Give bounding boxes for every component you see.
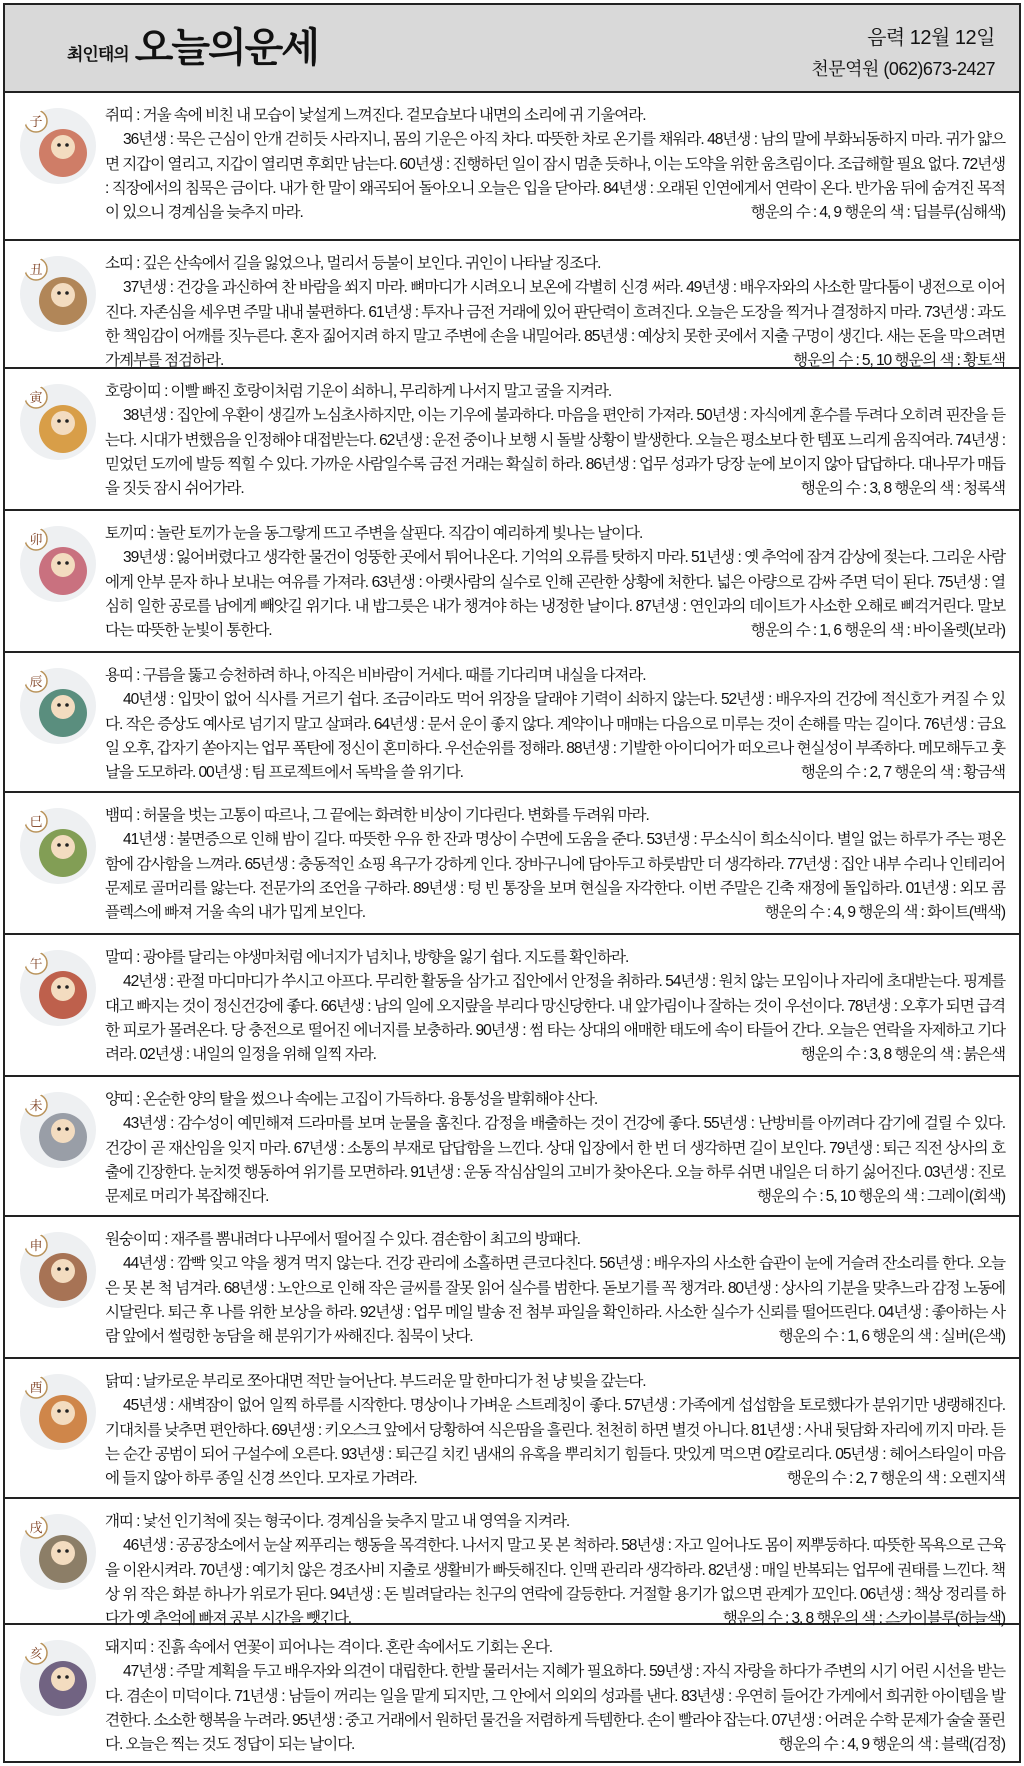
sign-headline: 돼지띠 : 진흙 속에서 연꽃이 피어나는 격이다. 혼란 속에서도 기회는 온다. — [105, 1639, 552, 1656]
zodiac-entry — [5, 93, 1019, 241]
fortune-text — [105, 276, 1005, 373]
svg-text:寅: 寅 — [29, 391, 43, 406]
lucky-info: 행운의 수 : 2, 7 행운의 색 : 황금색 — [800, 764, 1005, 782]
zodiac-animal-icon — [19, 1231, 97, 1309]
author-name: 최인태의 — [67, 45, 129, 65]
fortune-text — [105, 128, 1005, 225]
zodiac-entry — [5, 369, 1019, 511]
fortune-text — [105, 1252, 1005, 1349]
zodiac-entry — [5, 511, 1019, 653]
birth-year-fortunes: 40년생 : 입맛이 없어 식사를 거르기 쉽다. 조금이라도 먹어 위장을 달래야 기력이 쇠하지 않는다. 52년생 : 배우자의 건강에 적신호가 켜질 수 있다. 작은 증상도 예사로 넘기지 말고 살펴라. 64년생 : 문서 운이 좋지 않다. 계약이나 매매는 다음으로 미루는 것이 손해를 막는 길이다. 76년생 : 금요일 오후, 갑자기 쏟아지는 업무 폭탄에 정신이 혼미하다. 우선순위를 정해라. 88년생 : 기발한 아이디어가 떠오르나 현실성이 부족하다. 메모해두고 훗날을 도모하라. 00년생 : 팀 프로젝트에서 독박을 쓸 위기다. — [105, 691, 1005, 782]
lucky-info: 행운의 수 : 1, 6 행운의 색 : 실버(은색) — [778, 1328, 1005, 1346]
fortune-body — [105, 1228, 1005, 1349]
fortune-body — [105, 664, 1005, 785]
sign-headline: 말띠 : 광야를 달리는 야생마처럼 에너지가 넘치나, 방향을 잃기 쉽다. 지도를 확인하라. — [105, 949, 629, 966]
lucky-info: 행운의 수 : 4, 9 행운의 색 : 블랙(검정) — [778, 1736, 1005, 1754]
sign-headline: 양띠 : 온순한 양의 탈을 썼으나 속에는 고집이 가득하다. 융통성을 발휘해야 산다. — [105, 1091, 598, 1108]
header-bar — [5, 5, 1019, 93]
sign-headline: 닭띠 : 날카로운 부리로 쪼아대면 적만 늘어난다. 부드러운 말 한마디가 천 냥 빚을 갚는다. — [105, 1373, 646, 1390]
fortune-body — [105, 380, 1005, 501]
svg-text:申: 申 — [29, 1239, 43, 1254]
fortune-body — [105, 804, 1005, 925]
sign-headline: 토끼띠 : 놀란 토끼가 눈을 동그랗게 뜨고 주변을 살핀다. 직감이 예리하게 빛나는 날이다. — [105, 525, 643, 542]
zodiac-animal-icon — [19, 383, 97, 461]
zodiac-animal-icon — [19, 1639, 97, 1717]
fortune-body — [105, 522, 1005, 643]
svg-text:亥: 亥 — [29, 1647, 43, 1662]
sign-headline: 호랑이띠 : 이빨 빠진 호랑이처럼 기운이 쇠하니, 무리하게 나서지 말고 굴을 지켜라. — [105, 383, 612, 400]
sign-headline: 소띠 : 깊은 산속에서 길을 잃었으나, 멀리서 등불이 보인다. 귀인이 나타날 징조다. — [105, 255, 601, 272]
fortune-body — [105, 252, 1005, 373]
birth-year-fortunes: 37년생 : 건강을 과신하여 찬 바람을 쐬지 마라. 뼈마디가 시려오니 보온에 각별히 신경 써라. 49년생 : 배우자와의 사소한 말다툼이 냉전으로 이어진다. 자존심을 세우면 주말 내내 불편하다. 61년생 : 투자나 금전 거래에 있어 판단력이 흐려진다. 오늘은 도장을 찍거나 결정하지 마라. 73년생 : 과도한 책임감이 어깨를 짓누른다. 혼자 짊어지려 하지 말고 주변에 손을 내밀어라. 85년생 : 예상치 못한 곳에서 지출 구멍이 생긴다. 새는 돈을 막으려면 가계부를 점검하라. — [105, 279, 1005, 370]
sign-headline: 뱀띠 : 허물을 벗는 고통이 따르나, 그 끝에는 화려한 비상이 기다린다. 변화를 두려워 마라. — [105, 807, 649, 824]
lucky-info: 행운의 수 : 4, 9 행운의 색 : 화이트(백색) — [764, 904, 1005, 922]
svg-text:子: 子 — [29, 115, 43, 130]
sign-headline: 용띠 : 구름을 뚫고 승천하려 하나, 아직은 비바람이 거세다. 때를 기다리며 내실을 다져라. — [105, 667, 646, 684]
birth-year-fortunes: 47년생 : 주말 계획을 두고 배우자와 의견이 대립한다. 한발 물러서는 지혜가 필요하다. 59년생 : 자식 자랑을 하다가 주변의 시기 어린 시선을 받는다. 겸손이 미덕이다. 71년생 : 남들이 꺼리는 일을 맡게 되지만, 그 안에서 의외의 성과를 낸다. 83년생 : 우연히 들어간 가게에서 희귀한 아이템을 발견한다. 소소한 행복을 누려라. 95년생 : 중고 거래에서 원하던 물건을 저렴하게 득템한다. 손이 빨라야 잡는다. 07년생 : 어려운 수학 문제가 술술 풀린다. 오늘은 찍는 것도 정답이 되는 날이다. — [105, 1663, 1005, 1754]
lucky-info: 행운의 수 : 3, 8 행운의 색 : 스카이블루(하늘색) — [722, 1610, 1005, 1628]
zodiac-entry — [5, 1077, 1019, 1217]
fortune-text — [105, 1112, 1005, 1209]
fortune-text — [105, 688, 1005, 785]
fortune-body — [105, 1088, 1005, 1209]
svg-text:丑: 丑 — [29, 263, 43, 278]
birth-year-fortunes: 45년생 : 새벽잠이 없어 일찍 하루를 시작한다. 명상이나 가벼운 스트레칭이 좋다. 57년생 : 가족에게 섭섭함을 토로했다가 분위기만 냉랭해진다. 기대치를 낮추면 편안하다. 69년생 : 키오스크 앞에서 당황하여 식은땀을 흘린다. 천천히 하면 별것 아니다. 81년생 : 사내 뒷담화 자리에 끼지 마라. 듣는 순간 공범이 되어 구설수에 오른다. 93년생 : 퇴근길 치킨 냄새의 유혹을 뿌리치기 힘들다. 맛있게 먹으면 0칼로리다. 05년생 : 헤어스타일이 마음에 들지 않아 하루 종일 신경 쓰인다. 모자로 가려라. — [105, 1397, 1005, 1488]
zodiac-animal-icon — [19, 667, 97, 745]
birth-year-fortunes: 44년생 : 깜빡 잊고 약을 챙겨 먹지 않는다. 건강 관리에 소홀하면 큰코다친다. 56년생 : 배우자의 사소한 습관이 눈에 거슬려 잔소리를 한다. 오늘은 못 본 척 넘겨라. 68년생 : 노안으로 인해 작은 글씨를 잘못 읽어 실수를 범한다. 돋보기를 꼭 챙겨라. 80년생 : 상사의 기분을 맞추느라 감정 노동에 시달린다. 퇴근 후 나를 위한 보상을 하라. 92년생 : 업무 메일 발송 전 첨부 파일을 확인하라. 사소한 실수가 신뢰를 떨어뜨린다. 04년생 : 좋아하는 사람 앞에서 썰렁한 농담을 해 분위기가 싸해진다. 침묵이 낫다. — [105, 1255, 1005, 1346]
fortune-text — [105, 828, 1005, 925]
svg-text:辰: 辰 — [29, 675, 43, 690]
lucky-info: 행운의 수 : 5, 10 행운의 색 : 그레이(회색) — [757, 1188, 1005, 1206]
svg-text:午: 午 — [29, 957, 43, 972]
birth-year-fortunes: 43년생 : 감수성이 예민해져 드라마를 보며 눈물을 훔친다. 감정을 배출하는 것이 건강에 좋다. 55년생 : 난방비를 아끼려다 감기에 걸릴 수 있다. 건강이 곧 재산임을 잊지 마라. 67년생 : 소통의 부재로 답답함을 느낀다. 상대 입장에서 한 번 더 생각하면 길이 보인다. 79년생 : 퇴근 직전 상사의 호출에 긴장한다. 눈치껏 행동하여 위기를 모면하라. 91년생 : 운동 작심삼일의 고비가 찾아온다. 오늘 하루 쉬면 내일은 더 하기 싫어진다. 03년생 : 진로 문제로 머리가 복잡해진다. — [105, 1115, 1005, 1206]
lucky-info: 행운의 수 : 3, 8 행운의 색 : 붉은색 — [800, 1046, 1005, 1064]
svg-text:酉: 酉 — [29, 1381, 43, 1396]
fortune-body — [105, 1510, 1005, 1631]
fortune-body — [105, 104, 1005, 225]
sign-headline: 개띠 : 낯선 인기척에 짖는 형국이다. 경계심을 늦추지 말고 내 영역을 지켜라. — [105, 1513, 570, 1530]
zodiac-animal-icon — [19, 255, 97, 333]
lucky-info: 행운의 수 : 2, 7 행운의 색 : 오렌지색 — [786, 1470, 1005, 1488]
lunar-date: 음력 12월 12일 — [867, 27, 995, 49]
zodiac-entry — [5, 1625, 1019, 1763]
zodiac-entry — [5, 241, 1019, 369]
zodiac-entry — [5, 935, 1019, 1077]
fortune-text — [105, 404, 1005, 501]
fortune-body — [105, 1370, 1005, 1491]
birth-year-fortunes: 36년생 : 묵은 근심이 안개 걷히듯 사라지니, 몸의 기운은 아직 차다. 따뜻한 차로 온기를 채워라. 48년생 : 남의 말에 부화뇌동하지 마라. 귀가 얇으면 지갑이 열리고, 지갑이 열리면 후회만 남는다. 60년생 : 진행하던 일이 잠시 멈춘 듯하나, 이는 도약을 위한 움츠림이다. 조급해할 필요 없다. 72년생 : 직장에서의 침묵은 금이다. 내가 한 말이 왜곡되어 돌아오니 오늘은 입을 닫아라. 84년생 : 오래된 인연에게서 연락이 온다. 반가움 뒤에 숨겨진 목적이 있으니 경계심을 늦추지 마라. — [105, 131, 1005, 222]
zodiac-entry — [5, 1499, 1019, 1628]
svg-text:卯: 卯 — [29, 533, 43, 548]
fortune-text — [105, 1534, 1005, 1631]
fortune-body — [105, 1636, 1005, 1757]
fortune-text — [105, 970, 1005, 1067]
zodiac-animal-icon — [19, 525, 97, 603]
zodiac-animal-icon — [19, 807, 97, 885]
fortune-text — [105, 1394, 1005, 1491]
zodiac-animal-icon — [19, 949, 97, 1027]
svg-text:巳: 巳 — [29, 815, 43, 830]
publisher-contact: 천문역원 (062)673-2427 — [811, 59, 995, 79]
zodiac-entry — [5, 793, 1019, 935]
zodiac-animal-icon — [19, 107, 97, 185]
lucky-info: 행운의 수 : 3, 8 행운의 색 : 청록색 — [800, 480, 1005, 498]
zodiac-entry — [5, 1359, 1019, 1499]
lucky-info: 행운의 수 : 4, 9 행운의 색 : 딥블루(심해색) — [750, 204, 1005, 222]
lucky-info: 행운의 수 : 5, 10 행운의 색 : 황토색 — [793, 352, 1005, 370]
fortune-text — [105, 1660, 1005, 1757]
fortune-text — [105, 546, 1005, 643]
birth-year-fortunes: 38년생 : 집안에 우환이 생길까 노심초사하지만, 이는 기우에 불과하다. 마음을 편안히 가져라. 50년생 : 자식에게 훈수를 두려다 오히려 핀잔을 듣는다. 시대가 변했음을 인정해야 대접받는다. 62년생 : 운전 중이나 보행 시 돌발 상황이 발생한다. 오늘은 평소보다 한 템포 느리게 움직여라. 74년생 : 믿었던 도끼에 발등 찍힐 수 있다. 가까운 사람일수록 금전 거래는 확실히 하라. 86년생 : 업무 성과가 당장 눈에 보이지 않아 답답하다. 대나무가 매듭을 짓듯 잠시 쉬어가라. — [105, 407, 1005, 498]
birth-year-fortunes: 39년생 : 잃어버렸다고 생각한 물건이 엉뚱한 곳에서 튀어나온다. 기억의 오류를 탓하지 마라. 51년생 : 옛 추억에 잠겨 감상에 젖는다. 그리운 사람에게 안부 문자 하나 보내는 여유를 가져라. 63년생 : 아랫사람의 실수로 인해 곤란한 상황에 처한다. 넓은 아량으로 감싸 주면 덕이 된다. 75년생 : 열심히 일한 공로를 남에게 빼앗길 위기다. 내 밥그릇은 내가 챙겨야 하는 냉정한 날이다. 87년생 : 연인과의 데이트가 사소한 오해로 삐걱거린다. 말보다는 따뜻한 눈빛이 통한다. — [105, 549, 1005, 640]
zodiac-entry — [5, 653, 1019, 793]
zodiac-animal-icon — [19, 1091, 97, 1169]
zodiac-entry — [5, 1217, 1019, 1359]
birth-year-fortunes: 46년생 : 공공장소에서 눈살 찌푸리는 행동을 목격한다. 나서지 말고 못 본 척하라. 58년생 : 자고 일어나도 몸이 찌뿌둥하다. 따뜻한 목욕으로 근육을 이완시켜라. 70년생 : 예기치 않은 경조사비 지출로 생활비가 빠듯해진다. 인맥 관리라 생각하라. 82년생 : 매일 반복되는 업무에 권태를 느낀다. 책상 위 작은 화분 하나가 위로가 된다. 94년생 : 돈 빌려달라는 친구의 연락에 갈등한다. 거절할 용기가 없으면 관계가 꼬인다. 06년생 : 책상 정리를 하다가 옛 추억에 빠져 공부 시간을 뺏긴다. — [105, 1537, 1005, 1628]
page-title: 오늘의운세 — [134, 25, 318, 71]
zodiac-animal-icon — [19, 1513, 97, 1591]
fortune-body — [105, 946, 1005, 1067]
brand-logo — [67, 23, 318, 73]
zodiac-animal-icon — [19, 1373, 97, 1451]
horoscope-page — [3, 3, 1021, 1763]
svg-text:未: 未 — [29, 1099, 43, 1114]
birth-year-fortunes: 42년생 : 관절 마디마디가 쑤시고 아프다. 무리한 활동을 삼가고 집안에서 안정을 취하라. 54년생 : 원치 않는 모임이나 자리에 초대받는다. 핑계를 대고 빠지는 것이 정신건강에 좋다. 66년생 : 남의 일에 오지랖을 부리다 망신당한다. 내 앞가림이나 잘하는 것이 우선이다. 78년생 : 오후가 되면 급격한 피로가 몰려온다. 당 충전으로 떨어진 에너지를 보충하라. 90년생 : 썸 타는 상대의 애매한 태도에 속이 타들어 간다. 오늘은 연락을 자제하고 기다려라. 02년생 : 내일의 일정을 위해 일찍 자라. — [105, 973, 1005, 1064]
lucky-info: 행운의 수 : 1, 6 행운의 색 : 바이올렛(보라) — [750, 622, 1005, 640]
sign-headline: 쥐띠 : 거울 속에 비친 내 모습이 낯설게 느껴진다. 겉모습보다 내면의 소리에 귀 기울여라. — [105, 107, 646, 124]
svg-text:戌: 戌 — [29, 1521, 43, 1536]
birth-year-fortunes: 41년생 : 불면증으로 인해 밤이 길다. 따뜻한 우유 한 잔과 명상이 수면에 도움을 준다. 53년생 : 무소식이 희소식이다. 별일 없는 하루가 주는 평온함에 감사함을 느껴라. 65년생 : 충동적인 쇼핑 욕구가 강하게 인다. 장바구니에 담아두고 하룻밤만 더 생각하라. 77년생 : 집안 내부 수리나 인테리어 문제로 골머리를 앓는다. 전문가의 조언을 구하라. 89년생 : 텅 빈 통장을 보며 현실을 자각한다. 이번 주말은 긴축 재정에 돌입하라. 01년생 : 외모 콤플렉스에 빠져 거울 속의 내가 밉게 보인다. — [105, 831, 1005, 922]
sign-headline: 원숭이띠 : 재주를 뽐내려다 나무에서 떨어질 수 있다. 겸손함이 최고의 방패다. — [105, 1231, 580, 1248]
